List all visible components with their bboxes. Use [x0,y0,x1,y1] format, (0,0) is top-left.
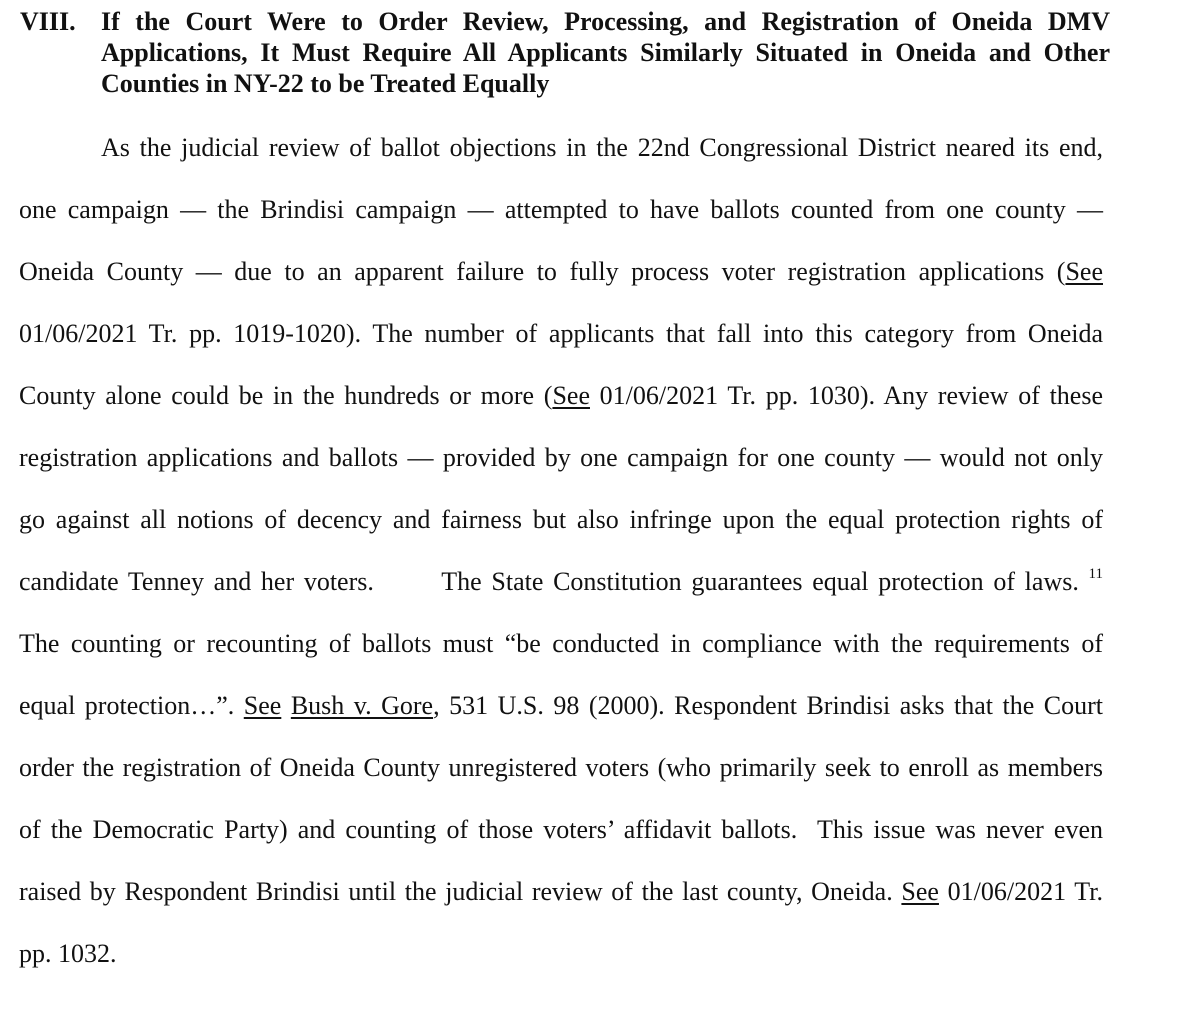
paragraph-line [101,133,1103,163]
paragraph-line [19,319,1103,349]
text-segment: of the Democratic Party) and counting of those voters’ affidavit ballots. This issue was never even [19,815,1103,844]
paragraph-line [19,629,1103,659]
text-segment: registration applications and ballots — provided by one campaign for one county — would not only [19,443,1103,472]
text-segment: , 531 U.S. 98 (2000). Respondent Brindisi asks that the Court [433,691,1104,720]
paragraph-line [19,939,1103,969]
case-name-citation: Bush v. Gore [290,691,434,720]
text-segment: Oneida County — due to an apparent failure to fully process voter registration applications ( [19,257,1066,286]
text-segment [281,691,291,720]
section-heading [20,6,1110,99]
paragraph-line [19,877,1103,907]
paragraph-line [19,567,1103,597]
text-segment: 01/06/2021 Tr. pp. 1019-1020). The number of applicants that fall into this category from Oneida [19,319,1103,348]
section-heading-text: If the Court Were to Order Review, Processing, and Registration of Oneida DMV Applications, It Must Require All Applicants Similarly Situated in Oneida and Other Counties in NY-22 to be Treated Equally [101,7,1110,98]
text-segment: pp. 1032. [19,939,117,968]
citation-signal-see: See [901,877,939,906]
text-segment: go against all notions of decency and fairness but also infringe upon the equal protection rights of [19,505,1103,534]
text-segment: The counting or recounting of ballots must “be conducted in compliance with the requirements of [19,629,1103,658]
text-segment: 01/06/2021 Tr. pp. 1030). Any review of these [589,381,1103,410]
footnote-marker: 11 [1088,566,1103,582]
text-segment: candidate Tenney and her voters. The State Constitution guarantees equal protection of laws. [19,567,1089,596]
paragraph-line [19,753,1103,783]
citation-signal-see: See [552,381,590,410]
text-segment: 01/06/2021 Tr. [938,877,1103,906]
paragraph-line [19,691,1103,721]
citation-signal-see: See [243,691,282,720]
paragraph-line [19,195,1103,225]
text-segment: one campaign — the Brindisi campaign — attempted to have ballots counted from one county — [19,195,1103,224]
text-segment: equal protection…”. [19,691,244,720]
paragraph-line [19,381,1103,411]
text-segment: As the judicial review of ballot objections in the 22nd Congressional District neared its end, [101,133,1103,162]
text-segment: raised by Respondent Brindisi until the judicial review of the last county, Oneida. [19,877,902,906]
text-segment: County alone could be in the hundreds or more ( [19,381,553,410]
section-number: VIII. [20,7,76,36]
paragraph-line [19,257,1103,287]
paragraph-line [19,815,1103,845]
paragraph-line [19,443,1103,473]
citation-signal-see: See [1065,257,1103,286]
text-segment: order the registration of Oneida County unregistered voters (who primarily seek to enroll as members [19,753,1103,782]
paragraph-line [19,505,1103,535]
